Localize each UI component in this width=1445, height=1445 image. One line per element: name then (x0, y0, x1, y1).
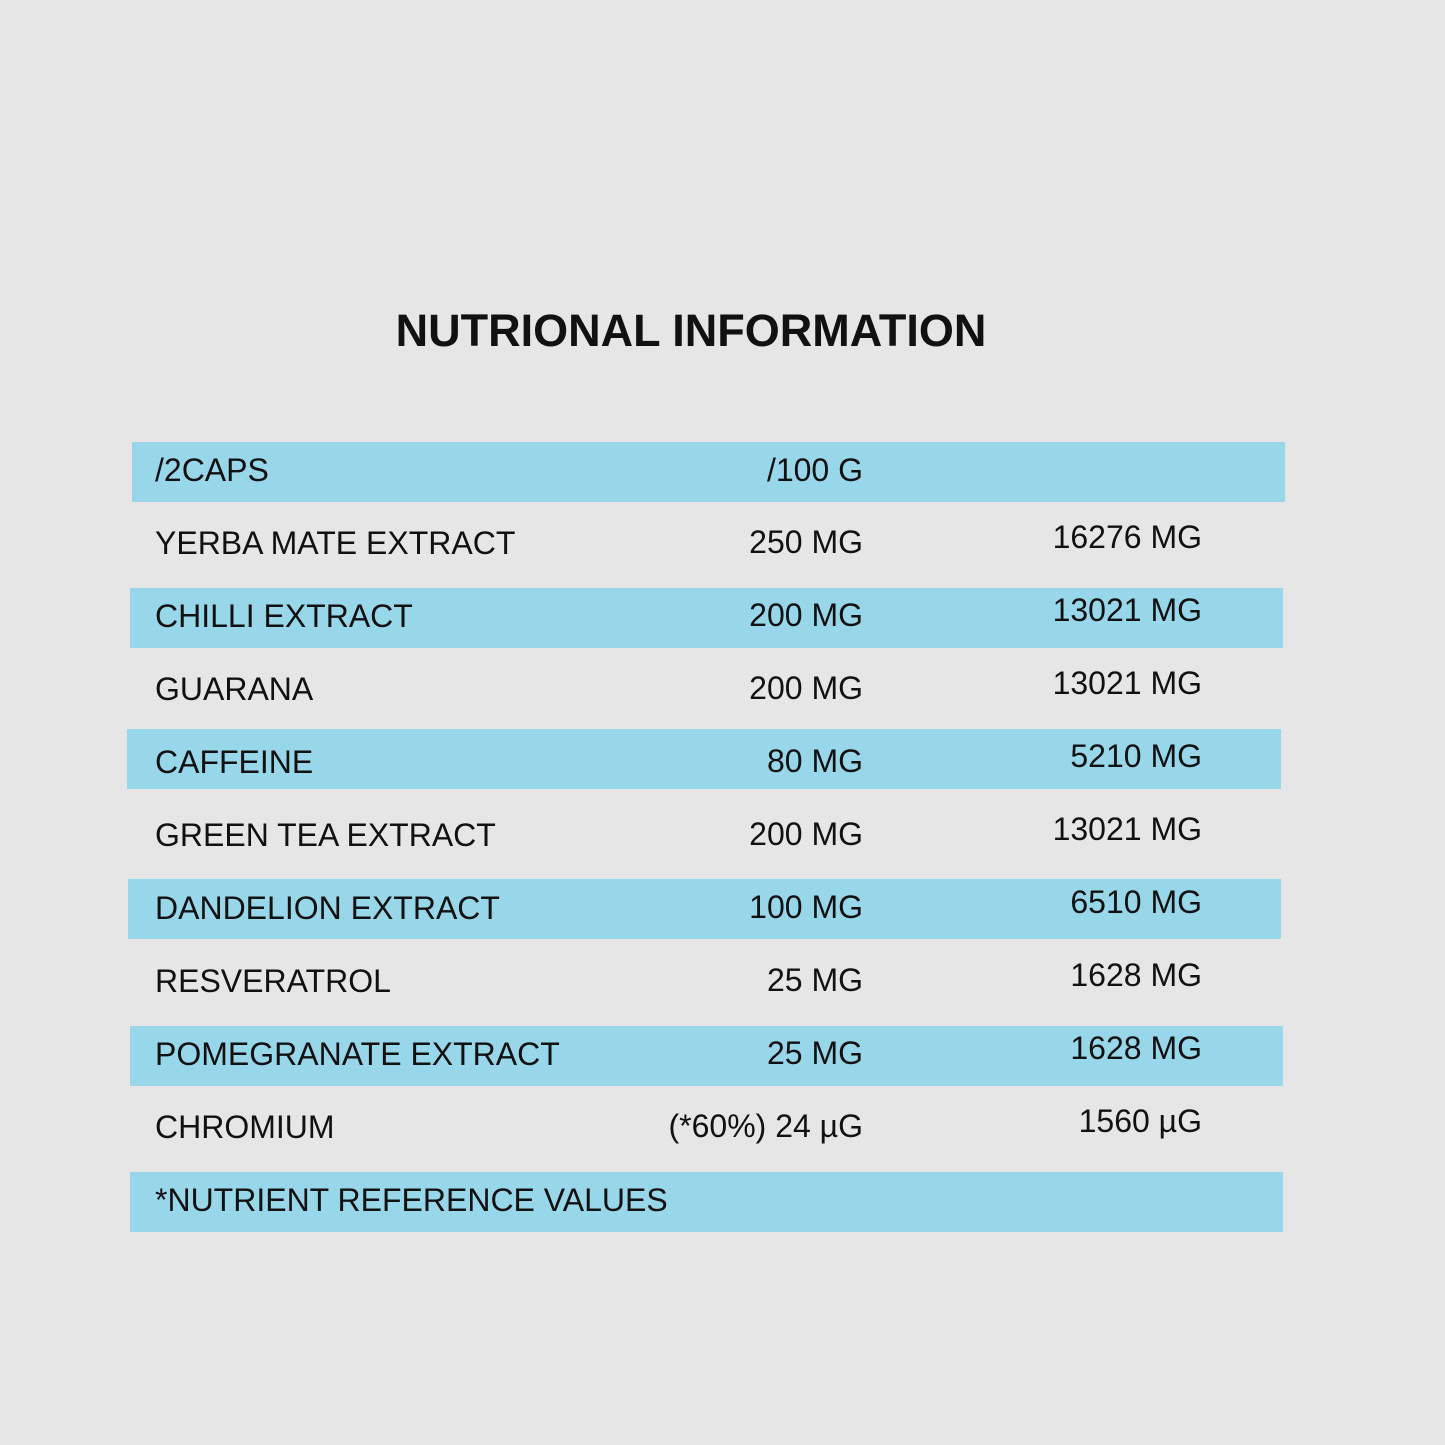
row-per-2caps: 250 MG (749, 524, 863, 560)
footnote: *NUTRIENT REFERENCE VALUES (155, 1182, 668, 1218)
page-title: NUTRIONAL INFORMATION (395, 305, 987, 356)
row-per-100g: 13021 MG (1052, 811, 1202, 847)
row-per-100g: 1628 MG (1070, 957, 1202, 993)
row-per-100g: 13021 MG (1052, 665, 1202, 701)
header-col-per-100g: /100 G (766, 452, 863, 488)
row-name: GREEN TEA EXTRACT (155, 817, 496, 853)
row-per-100g: 13021 MG (1052, 592, 1202, 628)
row-per-2caps: 25 MG (766, 1035, 863, 1071)
row-name: GUARANA (155, 671, 314, 707)
row-per-2caps: 100 MG (749, 889, 863, 925)
row-name: DANDELION EXTRACT (155, 890, 500, 926)
row-name: CHILLI EXTRACT (155, 598, 413, 634)
header-col-serving: /2CAPS (155, 452, 269, 488)
row-name: YERBA MATE EXTRACT (155, 525, 516, 561)
row-per-2caps: 25 MG (766, 962, 863, 998)
row-per-100g: 5210 MG (1070, 738, 1202, 774)
row-name: RESVERATROL (155, 963, 391, 999)
row-name: POMEGRANATE EXTRACT (155, 1036, 560, 1072)
row-per-100g: 1560 µG (1078, 1103, 1202, 1139)
row-per-2caps: 200 MG (749, 670, 863, 706)
row-per-2caps: 80 MG (766, 743, 863, 779)
row-per-2caps: (*60%) 24 µG (668, 1108, 863, 1144)
row-name: CAFFEINE (155, 744, 314, 780)
row-per-2caps: 200 MG (749, 597, 863, 633)
row-name: CHROMIUM (155, 1109, 335, 1145)
header-band (132, 442, 1285, 502)
row-per-100g: 16276 MG (1052, 519, 1202, 555)
row-per-2caps: 200 MG (749, 816, 863, 852)
row-per-100g: 6510 MG (1070, 884, 1202, 920)
row-per-100g: 1628 MG (1070, 1030, 1202, 1066)
